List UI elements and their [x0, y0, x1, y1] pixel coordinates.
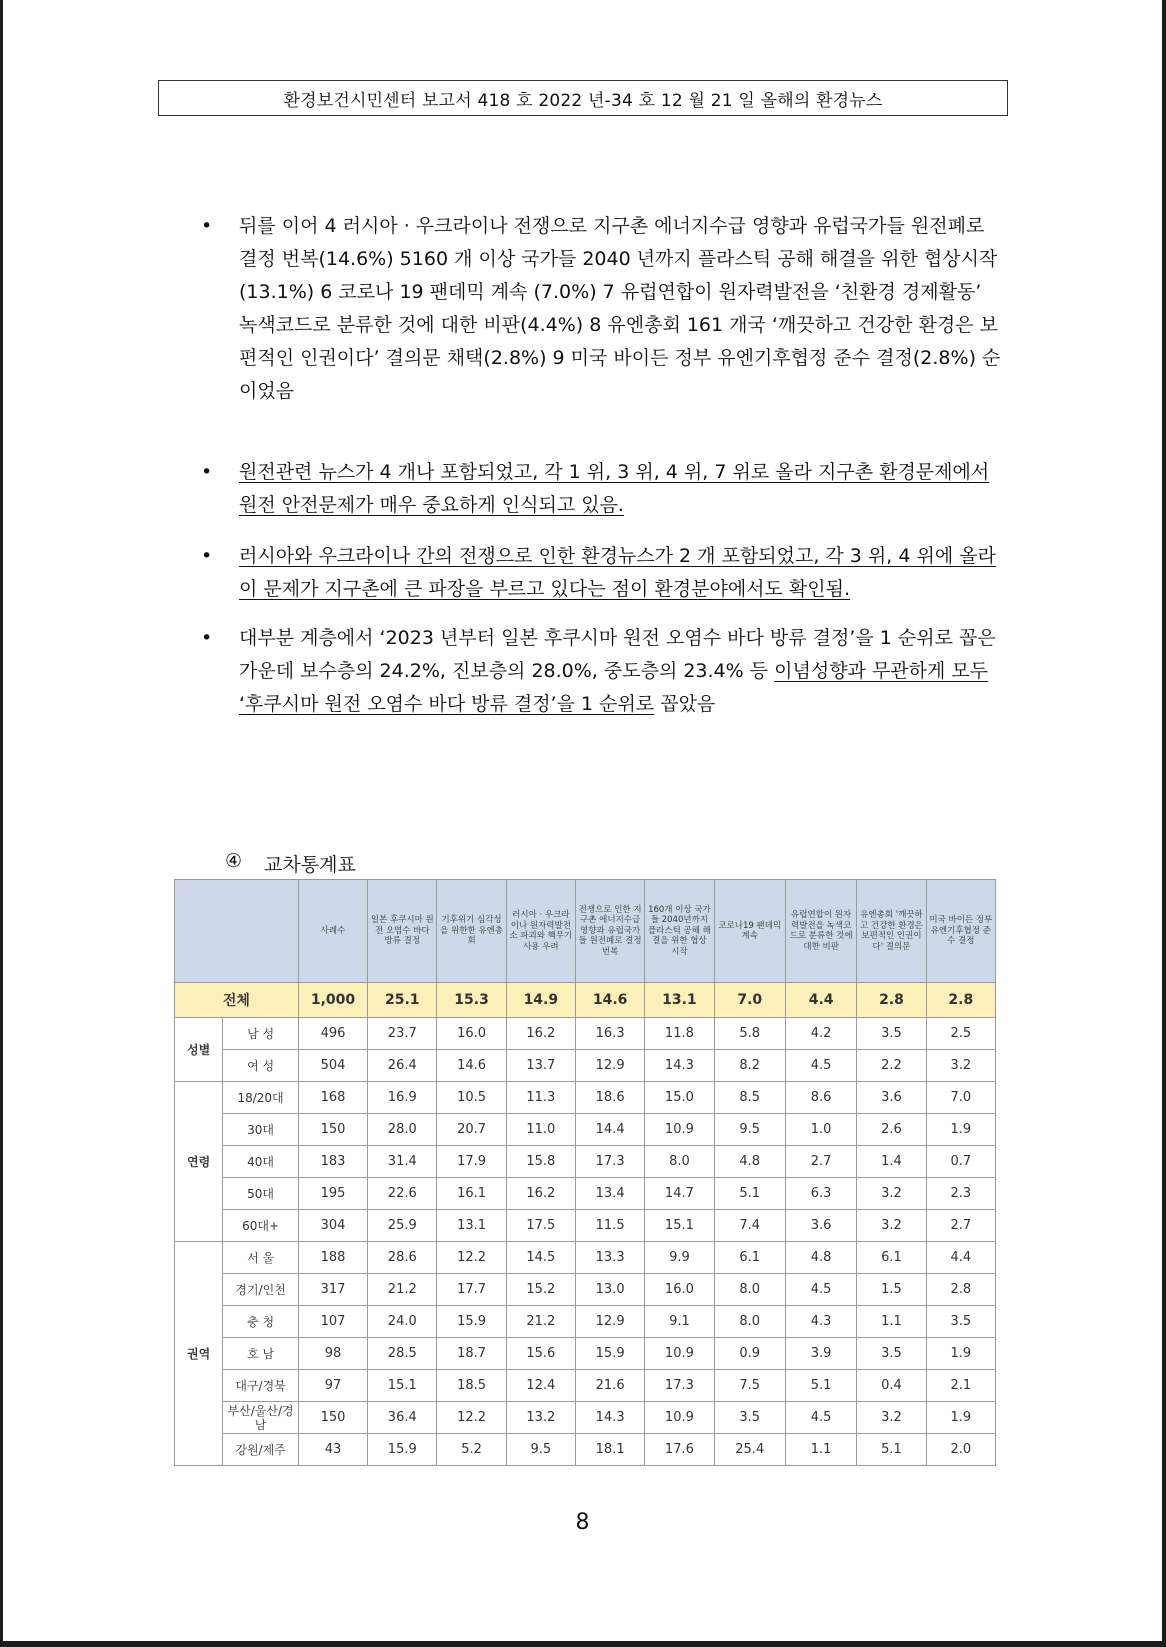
table-cell: 16.9 — [368, 1082, 437, 1114]
row-label: 강원/제주 — [223, 1434, 299, 1466]
table-cell: 11.0 — [506, 1114, 575, 1146]
table-cell: 14.4 — [575, 1114, 644, 1146]
table-cell: 150 — [298, 1402, 367, 1434]
total-label: 전체 — [175, 983, 299, 1018]
table-cell: 28.6 — [368, 1242, 437, 1274]
column-header-label: 사례수 — [320, 925, 346, 936]
table-cell: 9.5 — [506, 1434, 575, 1466]
table-cell: 11.8 — [645, 1018, 714, 1050]
table-cell: 16.3 — [575, 1018, 644, 1050]
row-label: 부산/울산/경남 — [223, 1402, 299, 1434]
table-cell: 18.7 — [437, 1338, 506, 1370]
table-cell: 15.9 — [437, 1306, 506, 1338]
table-cell: 28.0 — [368, 1114, 437, 1146]
table-cell: 8.5 — [714, 1082, 785, 1114]
table-cell: 3.2 — [857, 1178, 926, 1210]
column-header-label: 코로나19 팬데믹 계속 — [718, 920, 782, 941]
table-cell: 18.6 — [575, 1082, 644, 1114]
column-header — [298, 880, 367, 983]
table-cell: 8.2 — [714, 1050, 785, 1082]
table-cell: 10.9 — [645, 1114, 714, 1146]
table-cell: 2.0 — [926, 1434, 995, 1466]
table-cell: 1.1 — [785, 1434, 856, 1466]
report-header: 환경보건시민센터 보고서 418 호 2022 년-34 호 12 월 21 일 올해의 환경뉴스 — [158, 80, 1008, 116]
bullet-text-ranking: 뒤를 이어 4 러시아 · 우크라이나 전쟁으로 지구촌 에너지수급 영향과 유럽국가들 원전폐로 결정 번복(14.6%) 5160 개 이상 국가들 2040 년까지 플라스틱 공해 해결을 위한 협상시작(13.1%) 6 코로나 19 팬데믹 계속 (7.0%) 7 유럽연합이 원자력발전을 ‘친환경 경제활동’ 녹색코드로 분류한 것에 대한 비판(4.4%) 8 유엔총회 161 개국 ‘깨끗하고 건강한 환경은 보편적인 인권이다’ 결의문 채택(2.8%) 9 미국 바이든 정부 유엔기후협정 준수 결정(2.8%) 순이었음 — [239, 215, 1001, 402]
table-cell: 4.8 — [714, 1146, 785, 1178]
table-cell: 6.1 — [714, 1242, 785, 1274]
row-label: 충 청 — [223, 1306, 299, 1338]
table-cell: 15.2 — [506, 1274, 575, 1306]
table-row — [175, 1050, 996, 1082]
table-cell: 15.0 — [645, 1082, 714, 1114]
table-cell: 3.5 — [714, 1402, 785, 1434]
table-cell: 24.0 — [368, 1306, 437, 1338]
group-label: 성별 — [175, 1018, 223, 1082]
table-cell: 496 — [298, 1018, 367, 1050]
table-cell: 10.9 — [645, 1338, 714, 1370]
table-cell: 5.1 — [714, 1178, 785, 1210]
table-cell: 31.4 — [368, 1146, 437, 1178]
table-row — [175, 1274, 996, 1306]
row-label: 60대+ — [223, 1210, 299, 1242]
column-header — [368, 880, 437, 983]
total-cell: 14.9 — [506, 983, 575, 1018]
table-cell: 13.3 — [575, 1242, 644, 1274]
table-cell: 2.3 — [926, 1178, 995, 1210]
table-cell: 7.0 — [926, 1082, 995, 1114]
table-cell: 2.8 — [926, 1274, 995, 1306]
bullet-text-fukushima-c: 꼽았음 — [654, 693, 716, 715]
table-cell: 12.9 — [575, 1306, 644, 1338]
table-cell: 4.8 — [785, 1242, 856, 1274]
bullet-item — [201, 456, 1001, 522]
table-cell: 3.5 — [926, 1306, 995, 1338]
table-row — [175, 1242, 996, 1274]
table-cell: 17.3 — [575, 1146, 644, 1178]
total-cell: 4.4 — [785, 983, 856, 1018]
table-row — [175, 1114, 996, 1146]
table-cell: 3.2 — [857, 1402, 926, 1434]
table-title-label: 교차통계표 — [264, 854, 356, 876]
row-label: 40대 — [223, 1146, 299, 1178]
table-cell: 504 — [298, 1050, 367, 1082]
bullet-text-war: 러시아와 우크라이나 간의 전쟁으로 인한 환경뉴스가 2 개 포함되었고, 각 3 위, 4 위에 올라 이 문제가 지구촌에 큰 파장을 부르고 있다는 점이 환경분야에서도 확인됨. — [239, 545, 996, 600]
table-cell: 304 — [298, 1210, 367, 1242]
table-cell: 17.9 — [437, 1146, 506, 1178]
column-header-label: 기후위기 심각성을 위한한 유엔총회 — [440, 915, 503, 947]
table-cell: 1.9 — [926, 1114, 995, 1146]
table-cell: 16.0 — [437, 1018, 506, 1050]
table-cell: 14.3 — [575, 1402, 644, 1434]
table-cell: 2.7 — [785, 1146, 856, 1178]
table-cell: 14.5 — [506, 1242, 575, 1274]
bullet-dot: • — [201, 627, 213, 649]
table-cell: 21.2 — [506, 1306, 575, 1338]
table-cell: 8.0 — [645, 1146, 714, 1178]
table-cell: 195 — [298, 1178, 367, 1210]
table-cell: 1.9 — [926, 1402, 995, 1434]
table-cell: 5.1 — [857, 1434, 926, 1466]
table-cell: 13.0 — [575, 1274, 644, 1306]
table-cell: 11.5 — [575, 1210, 644, 1242]
table-cell: 11.3 — [506, 1082, 575, 1114]
column-header-label: 유엔총회 '깨끗하고 건강한 환경은 보편적인 인권이다' 결의문 — [860, 910, 923, 952]
table-row — [175, 1178, 996, 1210]
table-cell: 15.6 — [506, 1338, 575, 1370]
table-cell: 16.1 — [437, 1178, 506, 1210]
table-title-marker: ④ — [225, 850, 243, 872]
table-cell: 8.6 — [785, 1082, 856, 1114]
table-cell: 3.5 — [857, 1338, 926, 1370]
bullet-dot: • — [201, 545, 213, 567]
bullet-text-nuclear: 원전관련 뉴스가 4 개나 포함되었고, 각 1 위, 3 위, 4 위, 7 위로 올라 지구촌 환경문제에서 원전 안전문제가 매우 중요하게 인식되고 있음. — [239, 461, 990, 516]
table-cell: 21.6 — [575, 1370, 644, 1402]
row-label: 대구/경북 — [223, 1370, 299, 1402]
row-label: 호 남 — [223, 1338, 299, 1370]
table-cell: 36.4 — [368, 1402, 437, 1434]
column-header — [575, 880, 644, 983]
table-title — [225, 850, 356, 877]
column-header-label: 일본 후쿠시마 원전 오염수 바다 방류 결정 — [370, 915, 434, 947]
table-cell: 20.7 — [437, 1114, 506, 1146]
table-cell: 16.0 — [645, 1274, 714, 1306]
table-cell: 7.4 — [714, 1210, 785, 1242]
table-row — [175, 1434, 996, 1466]
table-cell: 4.3 — [785, 1306, 856, 1338]
table-cell: 150 — [298, 1114, 367, 1146]
row-label: 30대 — [223, 1114, 299, 1146]
total-cell: 7.0 — [714, 983, 785, 1018]
table-cell: 10.5 — [437, 1082, 506, 1114]
bullet-dot: • — [201, 215, 213, 237]
table-cell: 14.7 — [645, 1178, 714, 1210]
table-row — [175, 1018, 996, 1050]
table-cell: 2.7 — [926, 1210, 995, 1242]
table-cell: 18.1 — [575, 1434, 644, 1466]
document-page — [3, 0, 1162, 1641]
table-cell: 9.5 — [714, 1114, 785, 1146]
table-cell: 26.4 — [368, 1050, 437, 1082]
table-cell: 14.6 — [437, 1050, 506, 1082]
table-cell: 12.9 — [575, 1050, 644, 1082]
table-cell: 4.2 — [785, 1018, 856, 1050]
table-row — [175, 1146, 996, 1178]
table-cell: 15.9 — [575, 1338, 644, 1370]
table-cell: 0.7 — [926, 1146, 995, 1178]
table-cell: 9.9 — [645, 1242, 714, 1274]
table-cell: 17.3 — [645, 1370, 714, 1402]
table-cell: 183 — [298, 1146, 367, 1178]
table-cell: 3.2 — [926, 1050, 995, 1082]
table-cell: 4.4 — [926, 1242, 995, 1274]
column-header — [857, 880, 926, 983]
table-cell: 1.1 — [857, 1306, 926, 1338]
table-cell: 4.5 — [785, 1050, 856, 1082]
table-cell: 3.9 — [785, 1338, 856, 1370]
total-cell: 15.3 — [437, 983, 506, 1018]
table-cell: 12.4 — [506, 1370, 575, 1402]
table-cell: 98 — [298, 1338, 367, 1370]
table-cell: 107 — [298, 1306, 367, 1338]
table-cell: 0.9 — [714, 1338, 785, 1370]
cross-stat-table — [174, 879, 996, 1466]
column-header — [506, 880, 575, 983]
table-cell: 28.5 — [368, 1338, 437, 1370]
total-cell: 25.1 — [368, 983, 437, 1018]
row-label: 50대 — [223, 1178, 299, 1210]
row-label: 여 성 — [223, 1050, 299, 1082]
header-corner — [175, 880, 299, 983]
table-cell: 1.4 — [857, 1146, 926, 1178]
table-cell: 12.2 — [437, 1242, 506, 1274]
table-row — [175, 1370, 996, 1402]
table-cell: 3.5 — [857, 1018, 926, 1050]
table-cell: 1.9 — [926, 1338, 995, 1370]
table-cell: 13.7 — [506, 1050, 575, 1082]
table-cell: 18.5 — [437, 1370, 506, 1402]
table-cell: 14.3 — [645, 1050, 714, 1082]
column-header — [437, 880, 506, 983]
table-cell: 8.0 — [714, 1274, 785, 1306]
table-cell: 43 — [298, 1434, 367, 1466]
bullet-text-fukushima-b: 이념성향과 무관하게 모두 ‘후쿠시마 원전 오염수 바다 방류 결정’을 1 순위로 — [239, 660, 989, 715]
table-cell: 3.6 — [785, 1210, 856, 1242]
table-cell: 4.5 — [785, 1402, 856, 1434]
table-body — [175, 983, 996, 1466]
table-cell: 13.2 — [506, 1402, 575, 1434]
table-cell: 12.2 — [437, 1402, 506, 1434]
table-cell: 6.3 — [785, 1178, 856, 1210]
table-cell: 17.6 — [645, 1434, 714, 1466]
table-cell: 17.7 — [437, 1274, 506, 1306]
table-cell: 13.1 — [437, 1210, 506, 1242]
table-row — [175, 1210, 996, 1242]
table-cell: 97 — [298, 1370, 367, 1402]
table-cell: 1.5 — [857, 1274, 926, 1306]
table-cell: 9.1 — [645, 1306, 714, 1338]
table-cell: 5.1 — [785, 1370, 856, 1402]
table-cell: 25.9 — [368, 1210, 437, 1242]
table-row — [175, 1338, 996, 1370]
table-cell: 13.4 — [575, 1178, 644, 1210]
table-cell: 8.0 — [714, 1306, 785, 1338]
table-cell: 21.2 — [368, 1274, 437, 1306]
bullet-item — [201, 622, 1001, 721]
table-cell: 15.1 — [368, 1370, 437, 1402]
column-header-label: 전쟁으로 인한 지구촌 에너지수급 영향과 유럽국가들 원전폐로 결정 번복 — [578, 904, 642, 957]
column-header-label: 160개 이상 국가들 2040년까지 플라스틱 공해 해결을 위한 협상 시작 — [647, 904, 711, 957]
table-cell: 3.2 — [857, 1210, 926, 1242]
table-cell: 6.1 — [857, 1242, 926, 1274]
table-cell: 168 — [298, 1082, 367, 1114]
header-row — [175, 880, 996, 983]
table-cell: 2.1 — [926, 1370, 995, 1402]
total-cell: 14.6 — [575, 983, 644, 1018]
table-cell: 15.8 — [506, 1146, 575, 1178]
bullet-item — [201, 540, 1001, 606]
table-cell: 25.4 — [714, 1434, 785, 1466]
column-header — [645, 880, 714, 983]
table-row — [175, 1082, 996, 1114]
bullet-dot: • — [201, 461, 213, 483]
total-cell: 2.8 — [926, 983, 995, 1018]
total-cell: 13.1 — [645, 983, 714, 1018]
table-cell: 22.6 — [368, 1178, 437, 1210]
table-cell: 0.4 — [857, 1370, 926, 1402]
table-cell: 1.0 — [785, 1114, 856, 1146]
total-cell: 1,000 — [298, 983, 367, 1018]
bullet-item — [201, 210, 1001, 408]
table-cell: 2.5 — [926, 1018, 995, 1050]
column-header-label: 유럽연합이 원자력발전을 녹색코드로 분류한 것에 대한 비판 — [789, 910, 853, 952]
group-label: 권역 — [175, 1242, 223, 1466]
table-cell: 3.6 — [857, 1082, 926, 1114]
total-row — [175, 983, 996, 1018]
table-row — [175, 1402, 996, 1434]
table-header — [175, 880, 996, 983]
table-cell: 15.9 — [368, 1434, 437, 1466]
total-cell: 2.8 — [857, 983, 926, 1018]
table-cell: 16.2 — [506, 1018, 575, 1050]
table-cell: 5.8 — [714, 1018, 785, 1050]
table-cell: 10.9 — [645, 1402, 714, 1434]
table-cell: 15.1 — [645, 1210, 714, 1242]
row-label: 경기/인천 — [223, 1274, 299, 1306]
bullet-text-fukushima-a: 대부분 계층에서 ‘2023 년부터 일본 후쿠시마 원전 오염수 바다 방류 결정’을 1 순위로 꼽은 가운데 보수층의 24.2%, 진보층의 28.0%, 중도층의 23.4% 등 — [239, 627, 996, 682]
table-cell: 317 — [298, 1274, 367, 1306]
table-cell: 4.5 — [785, 1274, 856, 1306]
page-number: 8 — [575, 1510, 590, 1535]
row-label: 18/20대 — [223, 1082, 299, 1114]
column-header — [785, 880, 856, 983]
table-row — [175, 1306, 996, 1338]
table-cell: 16.2 — [506, 1178, 575, 1210]
table-cell: 17.5 — [506, 1210, 575, 1242]
table-cell: 23.7 — [368, 1018, 437, 1050]
table-cell: 7.5 — [714, 1370, 785, 1402]
column-header-label: 러시아 · 우크라이나 원자력발전소 파괴와 핵무기사용 우려 — [509, 910, 573, 952]
bullet-list — [201, 210, 1001, 721]
table-cell: 188 — [298, 1242, 367, 1274]
table-cell: 2.6 — [857, 1114, 926, 1146]
row-label: 남 성 — [223, 1018, 299, 1050]
column-header-label: 미국 바이든 정부 유엔기후협정 준수 결정 — [929, 915, 993, 947]
group-label: 연령 — [175, 1082, 223, 1242]
column-header — [714, 880, 785, 983]
column-header — [926, 880, 995, 983]
table-cell: 2.2 — [857, 1050, 926, 1082]
table-cell: 5.2 — [437, 1434, 506, 1466]
row-label: 서 울 — [223, 1242, 299, 1274]
